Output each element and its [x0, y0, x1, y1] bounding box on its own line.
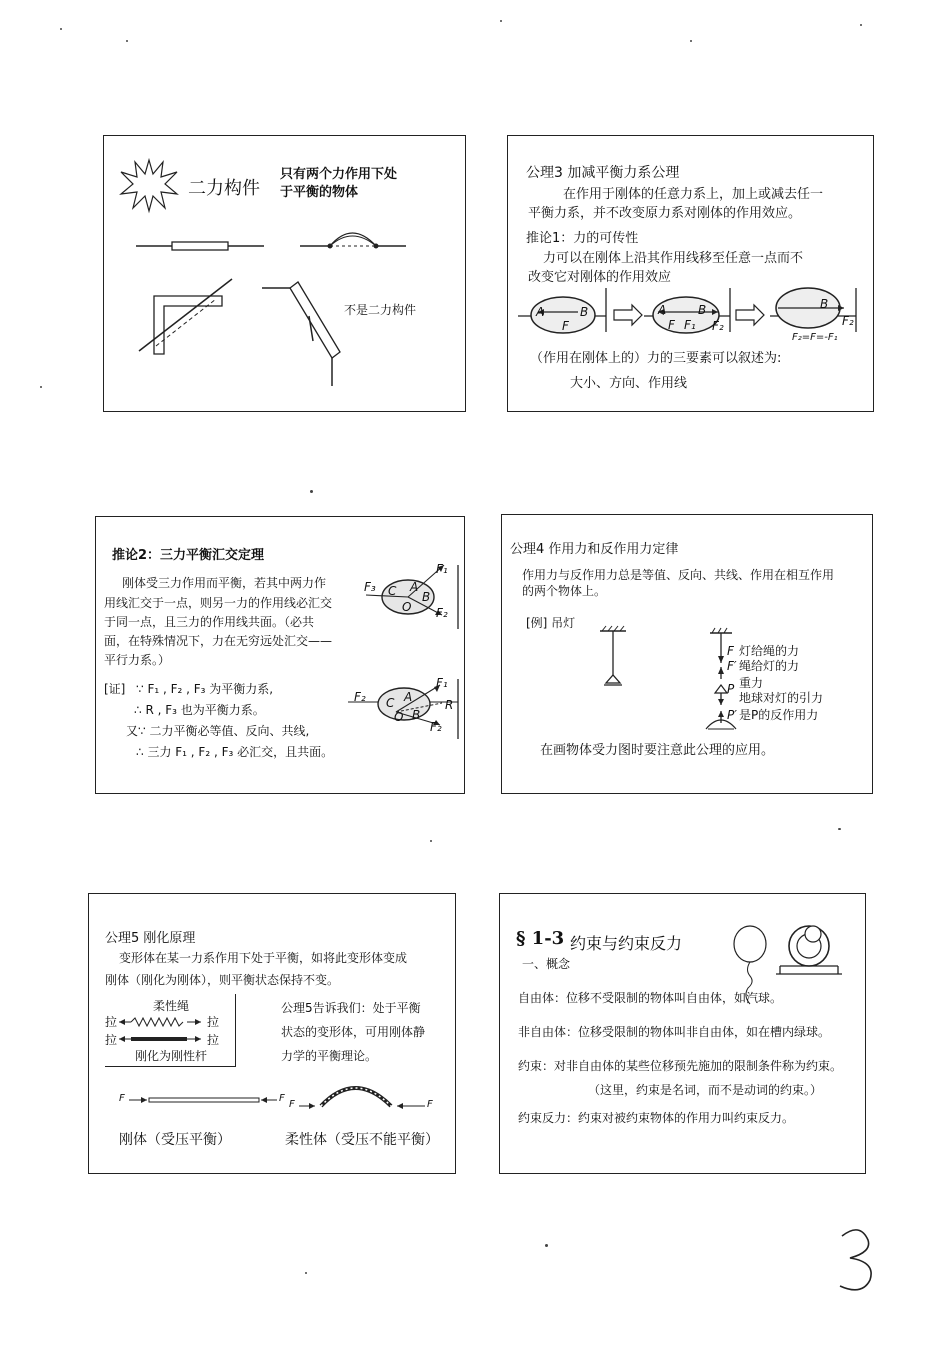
free-body-def: 自由体：位移不受限制的物体叫自由体，如汽球。 [518, 991, 783, 1005]
label-f1-2: F₁ [684, 318, 696, 332]
scan-speck [310, 490, 313, 493]
flex-f-left: F [289, 1099, 295, 1110]
rod-label: 刚化为刚性杆 [135, 1049, 208, 1063]
scan-speck [860, 24, 862, 26]
fig-label-b: B [422, 590, 431, 604]
label-f2-3: F₂ [842, 314, 854, 328]
proof-line4: ∴ 三力 F₁ , F₂ , F₃ 必汇交，且共面。 [136, 745, 334, 759]
proof-line1: ∵ F₁ , F₂ , F₃ 为平衡力系, [136, 682, 274, 696]
section-number: § 1-3 [516, 928, 565, 949]
tell-line1: 公理5告诉我们：处于平衡 [281, 1001, 421, 1015]
force-p-label: P [727, 682, 735, 696]
force-f-desc: 灯给绳的力 [739, 644, 800, 658]
fig2-label-f2: F₂ [430, 720, 442, 734]
slide-corollary-2 [95, 516, 465, 794]
pull-left-2: 拉 [105, 1033, 118, 1047]
slide5-title: 公理5 刚化原理 [105, 931, 196, 946]
pull-right-2: 拉 [207, 1033, 220, 1047]
label-b-2: B [698, 303, 707, 317]
scan-speck [40, 386, 42, 388]
nonfree-body-def: 非自由体：位移受限制的物体叫非自由体，如在槽内绿球。 [518, 1025, 831, 1039]
fig2-label-b: B [412, 708, 421, 722]
flexible-caption: 柔性体（受压不能平衡） [285, 1132, 439, 1148]
fig2-label-f1: F₁ [436, 676, 448, 690]
rigid-f-left: F [119, 1093, 125, 1104]
slide2-body-line2: 平衡力系，并不改变原力系对刚体的作用效应。 [528, 206, 802, 221]
corollary-1-line2: 改变它对刚体的作用效应 [528, 270, 672, 285]
scan-speck [838, 828, 841, 830]
pull-left-1: 拉 [105, 1015, 118, 1029]
scan-speck [500, 20, 502, 22]
corollary-1-line1: 力可以在刚体上沿其作用线移至任意一点而不 [543, 251, 804, 266]
label-a-2: A [658, 303, 667, 317]
force-p-desc2: 地球对灯的引力 [739, 691, 824, 705]
fig2-label-c: C [386, 696, 395, 710]
label-b-3: B [820, 297, 829, 311]
rigid-f-right: F [279, 1093, 285, 1104]
slide3-p-line3: 于同一点，且三力的作用线共面。（必共 [104, 615, 315, 629]
fig-label-o: O [402, 600, 412, 614]
tell-line2: 状态的变形体，可用刚体静 [281, 1025, 426, 1039]
two-force-diagram [104, 136, 467, 413]
slide1-desc-line1: 只有两个力作用下处 [280, 167, 398, 182]
slide3-p-line5: 平行力系。） [104, 653, 171, 667]
slide1-desc-line2: 于平衡的物体 [280, 185, 359, 200]
slide5-body-line1: 变形体在某一力系作用下处于平衡，如将此变形体变成 [119, 951, 408, 965]
rope-label: 柔性绳 [153, 999, 190, 1013]
fig-label-a: A [410, 580, 419, 594]
force-p-desc1: 重力 [739, 676, 764, 690]
force-f-label: F [727, 644, 734, 658]
scan-speck [430, 840, 432, 842]
slide-axiom-5 [88, 893, 456, 1174]
tell-line3: 力学的平衡理论。 [281, 1049, 378, 1063]
label-f-2: F [668, 318, 675, 332]
fig2-label-r: R [445, 698, 454, 712]
force-fp-desc: 绳给灯的力 [739, 659, 800, 673]
scan-speck [126, 40, 128, 42]
scan-speck [60, 28, 62, 30]
corollary-1-title: 推论1：力的可传性 [526, 231, 639, 246]
slide4-body-line1: 作用力与反作用力总是等值、反向、共线、作用在相互作用 [522, 568, 835, 582]
slide-two-force-member [103, 135, 466, 412]
slide2-title: 公理3 加减平衡力系公理 [526, 165, 680, 181]
three-force-diagram [96, 517, 466, 795]
slide4-body-line2: 的两个物体上。 [522, 584, 607, 598]
label-f-1: F [562, 319, 569, 333]
slide-axiom-3 [507, 135, 874, 412]
scan-speck [545, 1244, 548, 1247]
constraint-note: （这里，约束是名词，而不是动词的约束。） [588, 1083, 823, 1097]
slide-axiom-4 [501, 514, 873, 794]
fig2-label-o: O [394, 710, 404, 724]
proof-label: [证] [104, 682, 126, 696]
page-number-drawing [838, 1228, 878, 1294]
fig-label-f1: F₁ [436, 562, 448, 576]
scan-speck [690, 40, 692, 42]
force-equation: F₂=F=-F₁ [792, 332, 838, 343]
constraint-def: 约束：对非自由体的某些位移预先施加的限制条件称为约束。 [518, 1059, 843, 1073]
label-f2-2: F₂ [712, 319, 724, 333]
slide1-title: 二力构件 [188, 178, 260, 199]
fig-label-f2: F₂ [436, 606, 448, 620]
force-elements-list: 大小、方向、作用线 [570, 376, 688, 391]
force-pp-desc: 是P的反作用力 [739, 708, 819, 722]
label-b-1: B [580, 305, 589, 319]
scan-speck [305, 1272, 307, 1274]
fig2-label-f2-left: F₂ [354, 690, 366, 704]
fig2-label-a: A [404, 690, 413, 704]
slide6-title: 约束与约束反力 [570, 934, 683, 953]
slide3-p-line1: 刚体受三力作用而平衡，若其中两力作 [122, 576, 327, 590]
slide3-title: 推论2：三力平衡汇交定理 [112, 548, 265, 563]
slide5-body-line2: 刚体（刚化为刚体），则平衡状态保持不变。 [105, 973, 340, 987]
fig-label-c: C [388, 584, 397, 598]
rigid-caption: 刚体（受压平衡） [119, 1132, 231, 1148]
fig-label-f3: F₃ [364, 580, 376, 594]
force-fp-label: F′ [727, 659, 737, 673]
proof-line3: 又∵ 二力平衡必等值、反向、共线, [126, 724, 310, 738]
slide6-sub: 一、概念 [522, 957, 571, 971]
force-elements-line: （作用在刚体上的）力的三要素可以叙述为: [530, 351, 782, 366]
pull-right-1: 拉 [207, 1015, 220, 1029]
slide2-body-line1: 在作用于刚体的任意力系上，加上或减去任一 [563, 187, 824, 202]
slide4-note: 在画物体受力图时要注意此公理的应用。 [540, 743, 775, 758]
flex-f-right: F [427, 1099, 433, 1110]
force-pp-label: P′ [727, 708, 737, 722]
slide-constraints [499, 893, 866, 1174]
label-a-1: A [536, 305, 545, 319]
example-label: [例] 吊灯 [526, 616, 576, 630]
slide3-p-line4: 面，在特殊情况下，力在无穷远处汇交—— [104, 634, 333, 648]
proof-line2: ∴ R , F₃ 也为平衡力系。 [134, 703, 265, 717]
transmissibility-diagram [508, 136, 875, 413]
not-two-force-label: 不是二力构件 [344, 303, 417, 317]
reaction-def: 约束反力：约束对被约束物体的作用力叫约束反力。 [518, 1111, 795, 1125]
slide4-title: 公理4 作用力和反作用力定律 [510, 542, 679, 557]
slide3-p-line2: 用线汇交于一点，则另一力的作用线必汇交 [104, 596, 333, 610]
